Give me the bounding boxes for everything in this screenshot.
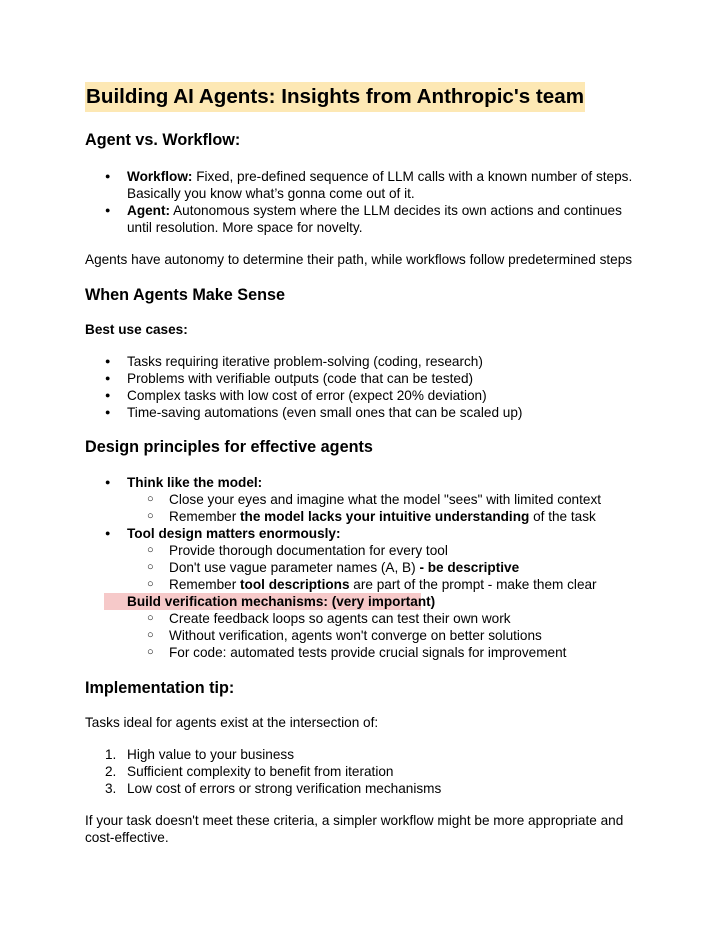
agent-workflow-list [85,168,645,236]
section-heading-implementation: Implementation tip: [85,679,235,697]
list-item: ● Problems with verifiable outputs (code that can be tested) [85,370,645,387]
title-row [85,82,645,112]
sub-item-text: Remember [169,577,241,592]
closing-paragraph: If your task doesn't meet these criteria, a simpler workflow might be more appropriate and cost-effective. [85,813,624,845]
sub-item-text: Close your eyes and imagine what the model "sees" with limited context [169,492,602,507]
sub-list-item [85,508,645,525]
group-label: Tool design matters enormously: [127,526,341,541]
sub-item-bold: - be descriptive [419,560,520,575]
list-item-highlighted [85,593,645,661]
sub-list [85,491,645,525]
group-label: Think like the model: [127,475,263,490]
implementation-intro: Tasks ideal for agents exist at the intersection of: [85,715,379,730]
sub-item-bold: the model lacks your intuitive understanding [240,509,530,524]
sub-list-item [85,491,645,508]
item-text: High value to your business [127,747,294,762]
sub-item-text: of the task [529,509,596,524]
item-text: Sufficient complexity to benefit from iteration [127,764,394,779]
sub-item-text: Remember [169,509,241,524]
numbered-item [85,746,645,763]
item-label: Workflow: [127,169,193,184]
sub-item-text: For code: automated tests provide crucial signals for improvement [169,645,567,660]
item-text: Low cost of errors or strong verification mechanisms [127,781,442,796]
list-item [85,474,645,525]
sub-list-item [85,542,645,559]
use-cases-list [85,353,645,421]
sub-item-text: are part of the prompt - make them clear [349,577,597,592]
document-page [85,82,645,846]
list-item [85,202,645,236]
section-heading-when-agents: When Agents Make Sense [85,286,285,304]
list-item [85,168,645,202]
sub-item-text: Provide thorough documentation for every tool [169,543,448,558]
sub-list-item [85,644,645,661]
criteria-list [85,746,645,797]
sub-list-item [85,559,645,576]
list-item [85,525,645,593]
sub-list [85,542,645,593]
item-number: 2. [105,764,117,779]
item-label: Agent: [127,203,171,218]
numbered-item [85,763,645,780]
sub-list-item [85,576,645,593]
sub-item-text: Without verification, agents won't converge on better solutions [169,628,542,643]
item-number: 1. [105,747,117,762]
sub-list-item [85,627,645,644]
best-use-cases-label: Best use cases: [85,322,188,337]
list-item: ● Complex tasks with low cost of error (expect 20% deviation) [85,387,645,404]
list-item: ● Tasks requiring iterative problem-solving (coding, research) [85,353,645,370]
item-text: Fixed, pre-defined sequence of LLM calls with a known number of steps. Basically you know what’s gonna come out of it. [127,169,633,201]
summary-paragraph: Agents have autonomy to determine their path, while workflows follow predetermined steps [85,252,633,267]
group-label: Build verification mechanisms: (very important) [127,594,436,609]
design-principles-list [85,474,645,661]
sub-item-text: Don't use vague parameter names (A, B) [169,560,420,575]
item-number: 3. [105,781,117,796]
sub-list-item [85,610,645,627]
sub-list [85,610,645,661]
item-text: Autonomous system where the LLM decides its own actions and continues until resolution. More space for novelty. [127,203,622,235]
document-title: Building AI Agents: Insights from Anthropic's team [85,82,585,112]
section-heading-design-principles: Design principles for effective agents [85,438,373,456]
section-heading-agent-vs-workflow: Agent vs. Workflow: [85,131,241,149]
sub-item-text: Create feedback loops so agents can test their own work [169,611,511,626]
list-item: ● Time-saving automations (even small ones that can be scaled up) [85,404,645,421]
sub-item-bold: tool descriptions [240,577,350,592]
numbered-item [85,780,645,797]
